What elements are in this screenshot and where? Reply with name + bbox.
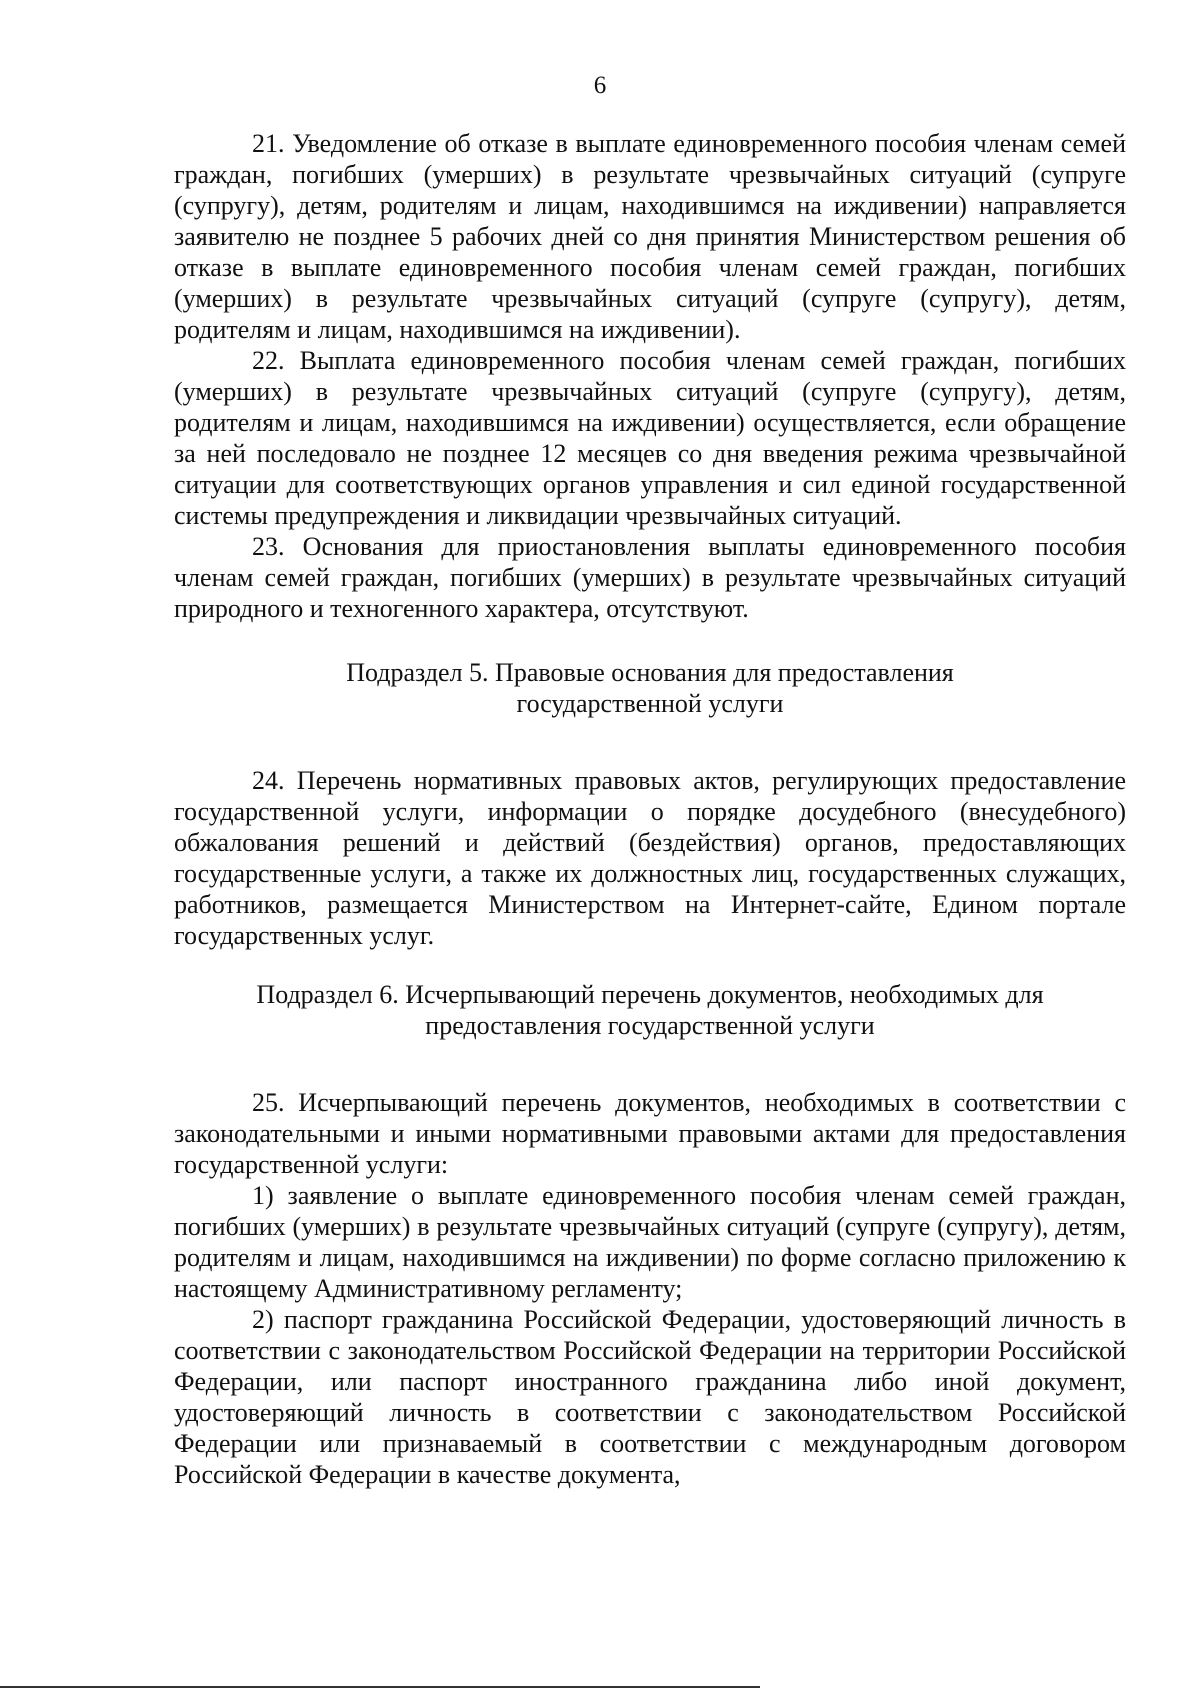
paragraph-25-item-2: 2) паспорт гражданина Российской Федерации, удостоверяющий личность в соответствии с законодательством Российской Федерации на территории Российской Федерации, или паспорт иностранного гражданина либо иной документ, удостоверяющий личность в соответствии с законодательством Российской Федерации или признаваемый в соответствии с международным договором Российской Федерации в качестве документа, (174, 1305, 1126, 1489)
paragraph-25-item-1: 1) заявление о выплате единовременного пособия членам семей граждан, погибших (умерших) в результате чрезвычайных ситуаций (супруге (супругу), детям, родителям и лицам, находившимся на иждивении) по форме согласно приложению к настоящему Административному регламенту; (174, 1181, 1126, 1303)
document-body (174, 128, 1126, 1490)
paragraph-24: 24. Перечень нормативных правовых актов, регулирующих предоставление государственной услуги, информации о порядке досудебного (внесудебного) обжалования решений и действий (бездействия) органов, предоставляющих государственные услуги, а также их должностных лиц, государственных служащих, работников, размещается Министерством на Интернет-сайте, Едином портале государственных услуг. (174, 766, 1126, 950)
paragraph-22: 22. Выплата единовременного пособия членам семей граждан, погибших (умерших) в результате чрезвычайных ситуаций (супруге (супругу), детям, родителям и лицам, находившимся на иждивении) осуществляется, если обращение за ней последовало не позднее 12 месяцев со дня введения режима чрезвычайной ситуации для соответствующих органов управления и сил единой государственной системы предупреждения и ликвидации чрезвычайных ситуаций. (174, 346, 1126, 530)
subsection-5-heading-line-2: государственной услуги (516, 689, 784, 718)
paragraph-23: 23. Основания для приостановления выплаты единовременного пособия членам семей граждан, погибших (умерших) в результате чрезвычайных ситуаций природного и техногенного характера, отсутствуют. (174, 532, 1126, 623)
page-number: 6 (593, 72, 607, 99)
subsection-6-heading-line-1: Подраздел 6. Исчерпывающий перечень документов, необходимых для (256, 980, 1044, 1009)
subsection-6-heading (174, 979, 1126, 1041)
subsection-6-heading-line-2: предоставления государственной услуги (425, 1011, 875, 1040)
paragraph-21: 21. Уведомление об отказе в выплате единовременного пособия членам семей граждан, погибших (умерших) в результате чрезвычайных ситуаций (супруге (супругу), детям, родителям и лицам, находившимся на иждивении) направляется заявителю не позднее 5 рабочих дней со дня принятия Министерством решения об отказе в выплате единовременного пособия членам семей граждан, погибших (умерших) в результате чрезвычайных ситуаций (супруге (супругу), детям, родителям и лицам, находившимся на иждивении). (174, 129, 1126, 344)
subsection-5-heading (174, 657, 1126, 719)
paragraph-25: 25. Исчерпывающий перечень документов, необходимых в соответствии с законодательными и иными нормативными правовыми актами для предоставления государственной услуги: (174, 1088, 1126, 1179)
subsection-5-heading-line-1: Подраздел 5. Правовые основания для предоставления (346, 658, 954, 687)
bottom-rule (0, 1686, 760, 1688)
